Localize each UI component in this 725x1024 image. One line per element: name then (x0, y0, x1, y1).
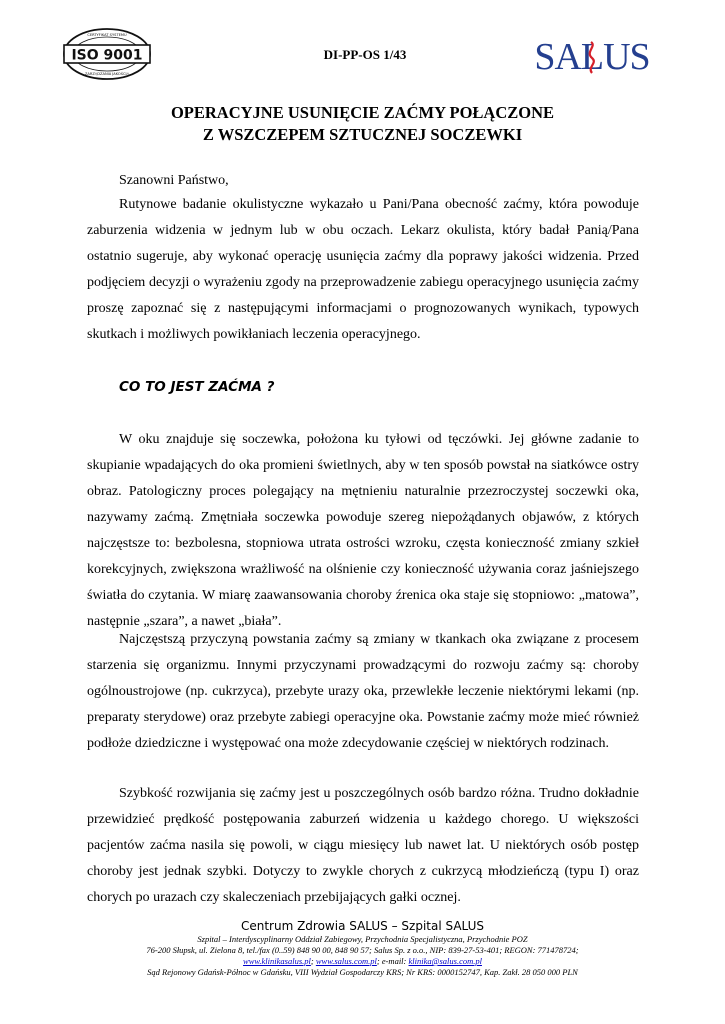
footer (40, 918, 685, 978)
footer-contact-line (40, 956, 685, 967)
footer-separator-1: ; (310, 956, 316, 966)
iso-9001-badge (62, 27, 152, 81)
paragraph-causes: Najczęstszą przyczyną powstania zaćmy są zmiany w tkankach oka związane z procesem starzenia się organizmu. Innymi przyczynami prowadzącymi do rozwoju zaćmy są: choroby ogólnoustrojowe (np. cukrzyca), przebyte urazy oka, przewlekłe leczenie niektórymi lekami (np. preparaty sterydowe) oraz przebyte zabiegi operacyjne oka. Powstanie zaćmy może mieć również podłoże dziedziczne i występować ona może zdecydowanie częściej w niektórych rodzinach. (87, 632, 639, 751)
footer-email-link[interactable]: klinika@salus.com.pl (408, 956, 482, 966)
section-heading: CO TO JEST ZAĆMA ? (119, 379, 275, 395)
paragraph-lens: W oku znajduje się soczewka, położona ku tyłowi od tęczówki. Jej główne zadanie to skupianie wpadających do oka promieni świetlnych, aby w ten sposób powstał na siatkówce ostry obraz. Patologiczny proces polegający na mętnieniu naturalnie przezroczystej soczewki oka, nazywamy zaćmą. Zmętniała soczewka powoduje szereg niepożądanych objawów, z których najczęstsze to: bezbolesna, stopniowa utrata ostrości wzroku, częsta konieczność zmiany szkieł korekcyjnych, zwiększona wrażliwość na olśnienie czy konieczność używania coraz jaśniejszego światła do czytania. W miarę zaawansowania choroby źrenica oka staje się stopniowo: „matowa”, następnie „szara”, a nawet „biała”. (87, 432, 639, 629)
iso-badge-ring-top: CERTYFIKAT SYSTEMU (87, 33, 127, 37)
footer-link-salus[interactable]: www.salus.com.pl (315, 956, 377, 966)
iso-badge-ring-bottom: ZARZĄDZANIA JAKOŚCIĄ (84, 72, 130, 76)
footer-line-2: 76-200 Słupsk, ul. Zielona 8, tel./fax (0..59) 848 90 00, 848 90 57; Salus Sp. z o.o., NIP: 839-27-53-401; REGON: 771478724; (146, 945, 579, 955)
footer-title: Centrum Zdrowia SALUS – Szpital SALUS (240, 919, 485, 933)
footer-line-1: Szpital – Interdyscyplinarny Oddział Zabiegowy, Przychodnia Specjalistyczna, Przychodnie POZ (197, 934, 528, 944)
footer-link-klinikasalus[interactable]: www.klinikasalus.pl (243, 956, 311, 966)
page-title (60, 102, 665, 146)
footer-separator-2: ; e-mail: (376, 956, 409, 966)
intro-paragraph: Rutynowe badanie okulistyczne wykazało u Pani/Pana obecność zaćmy, która powoduje zaburzenia widzenia w jednym lub w obu oczach. Lekarz okulista, który badał Panią/Pana ostatnio sugeruje, aby wykonać operację usunięcia zaćmy dla poprawy jakości widzenia. Przed podjęciem decyzji o wyrażeniu zgody na przeprowadzenie zabiegu operacyjnego usunięcia zaćmy proszę zapoznać się z następującymi informacjami o prognozowanych wynikach, typowych skutkach i możliwych powikłaniach leczenia operacyjnego. (87, 197, 639, 342)
salus-logo (531, 36, 653, 76)
iso-badge-label: ISO 9001 (71, 47, 143, 64)
title-line-2: Z WSZCZEPEM SZTUCZNEJ SOCZEWKI (202, 125, 523, 144)
salus-logo-text: SALUS (534, 36, 650, 76)
greeting: Szanowni Państwo, (119, 173, 229, 188)
footer-line-4: Sąd Rejonowy Gdańsk-Północ w Gdańsku, VIII Wydział Gospodarczy KRS; Nr KRS: 0000152747, Kap. Zakł. 28 050 000 PLN (147, 967, 578, 977)
document-code: DI-PP-OS 1/43 (323, 47, 407, 62)
paragraph-progression: Szybkość rozwijania się zaćmy jest u poszczególnych osób bardzo różna. Trudno dokładnie przewidzieć prędkość postępowania zaburzeń widzenia u każdego chorego. U większości pacjentów zaćma nasila się powoli, w ciągu miesięcy lub nawet lat. U niektórych osób postęp choroby jest jednak szybki. Dotyczy to zwykle chorych z cukrzycą młodzieńczą (typu I) oraz chorych po urazach czy skaleczeniach przebijających gałki ocznej. (87, 786, 639, 905)
title-line-1: OPERACYJNE USUNIĘCIE ZAĆMY POŁĄCZONE (170, 103, 555, 122)
